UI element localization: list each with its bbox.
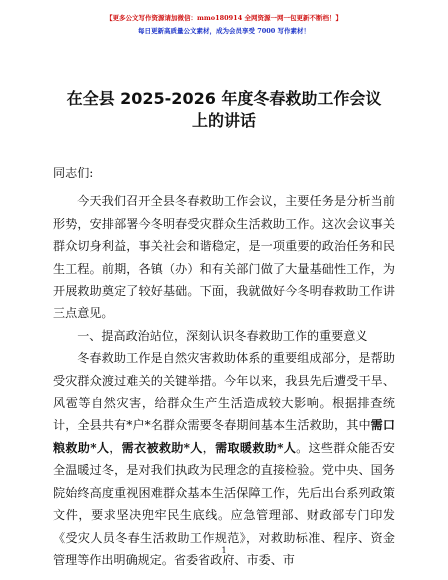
need-heating-stat: 需取暖救助*人 [215, 440, 297, 455]
paragraph-text-b: 。这些群众能否安全温暖过冬，是对我们执政为民理念的直接检验。党中央、国务院始终高度重视困难群众基本生活保障工作，先后出台系列政策文件，要求坚决兜牢民生底线。应急管理部、财政部专门印发《受灾人员冬春生活救助工作规范》，对救助标准、程序、资金管理等作出明确规定。省委省政府、市委、市 [53, 440, 395, 567]
need-clothing-stat: 需衣被救助*人 [121, 440, 203, 455]
paragraph-significance [53, 347, 395, 571]
document-body [53, 162, 395, 571]
paragraph-text-a: 冬春救助工作是自然灾害救助体系的重要组成部分，是帮助受灾群众渡过难关的关键举措。今年以来，我县先后遭受干旱、风雹等自然灾害，给群众生产生活造成较大影响。根据排查统计，全县共有*户*名群众需要冬春期间基本生活救助，其中 [53, 351, 395, 433]
need-food-stat: 需口粮救助*人 [53, 418, 395, 455]
document-title: 在全县 2025-2026 年度冬春救助工作会议上的讲话 [66, 89, 382, 130]
section-heading-1: 一、提高政治站位，深刻认识冬春救助工作的重要意义 [77, 328, 368, 343]
promo-banner-line-2: 每日更新高质量公文素材，成为会员享受 7000 写作素材！ [137, 27, 311, 35]
paragraph-intro: 今天我们召开全县冬春救助工作会议，主要任务是分析当前形势，安排部署今冬明春受灾群众生活救助工作。这次会议事关群众切身利益，事关社会和谐稳定，是一项重要的政治任务和民生工程。前期，各镇（办）和有关部门做了大量基础性工作，为开展救助奠定了较好基础。下面，我就做好今冬明春救助工作讲三点意见。 [53, 194, 395, 321]
promo-banner-line-1: 【更多公文写作资源请加微信：mmo180914 全网资源一网一包更新不断档！】 [106, 14, 342, 22]
separator: ， [202, 440, 216, 455]
salutation: 同志们: [53, 166, 94, 180]
separator: ， [109, 440, 122, 455]
page-number: 1 [221, 546, 227, 555]
